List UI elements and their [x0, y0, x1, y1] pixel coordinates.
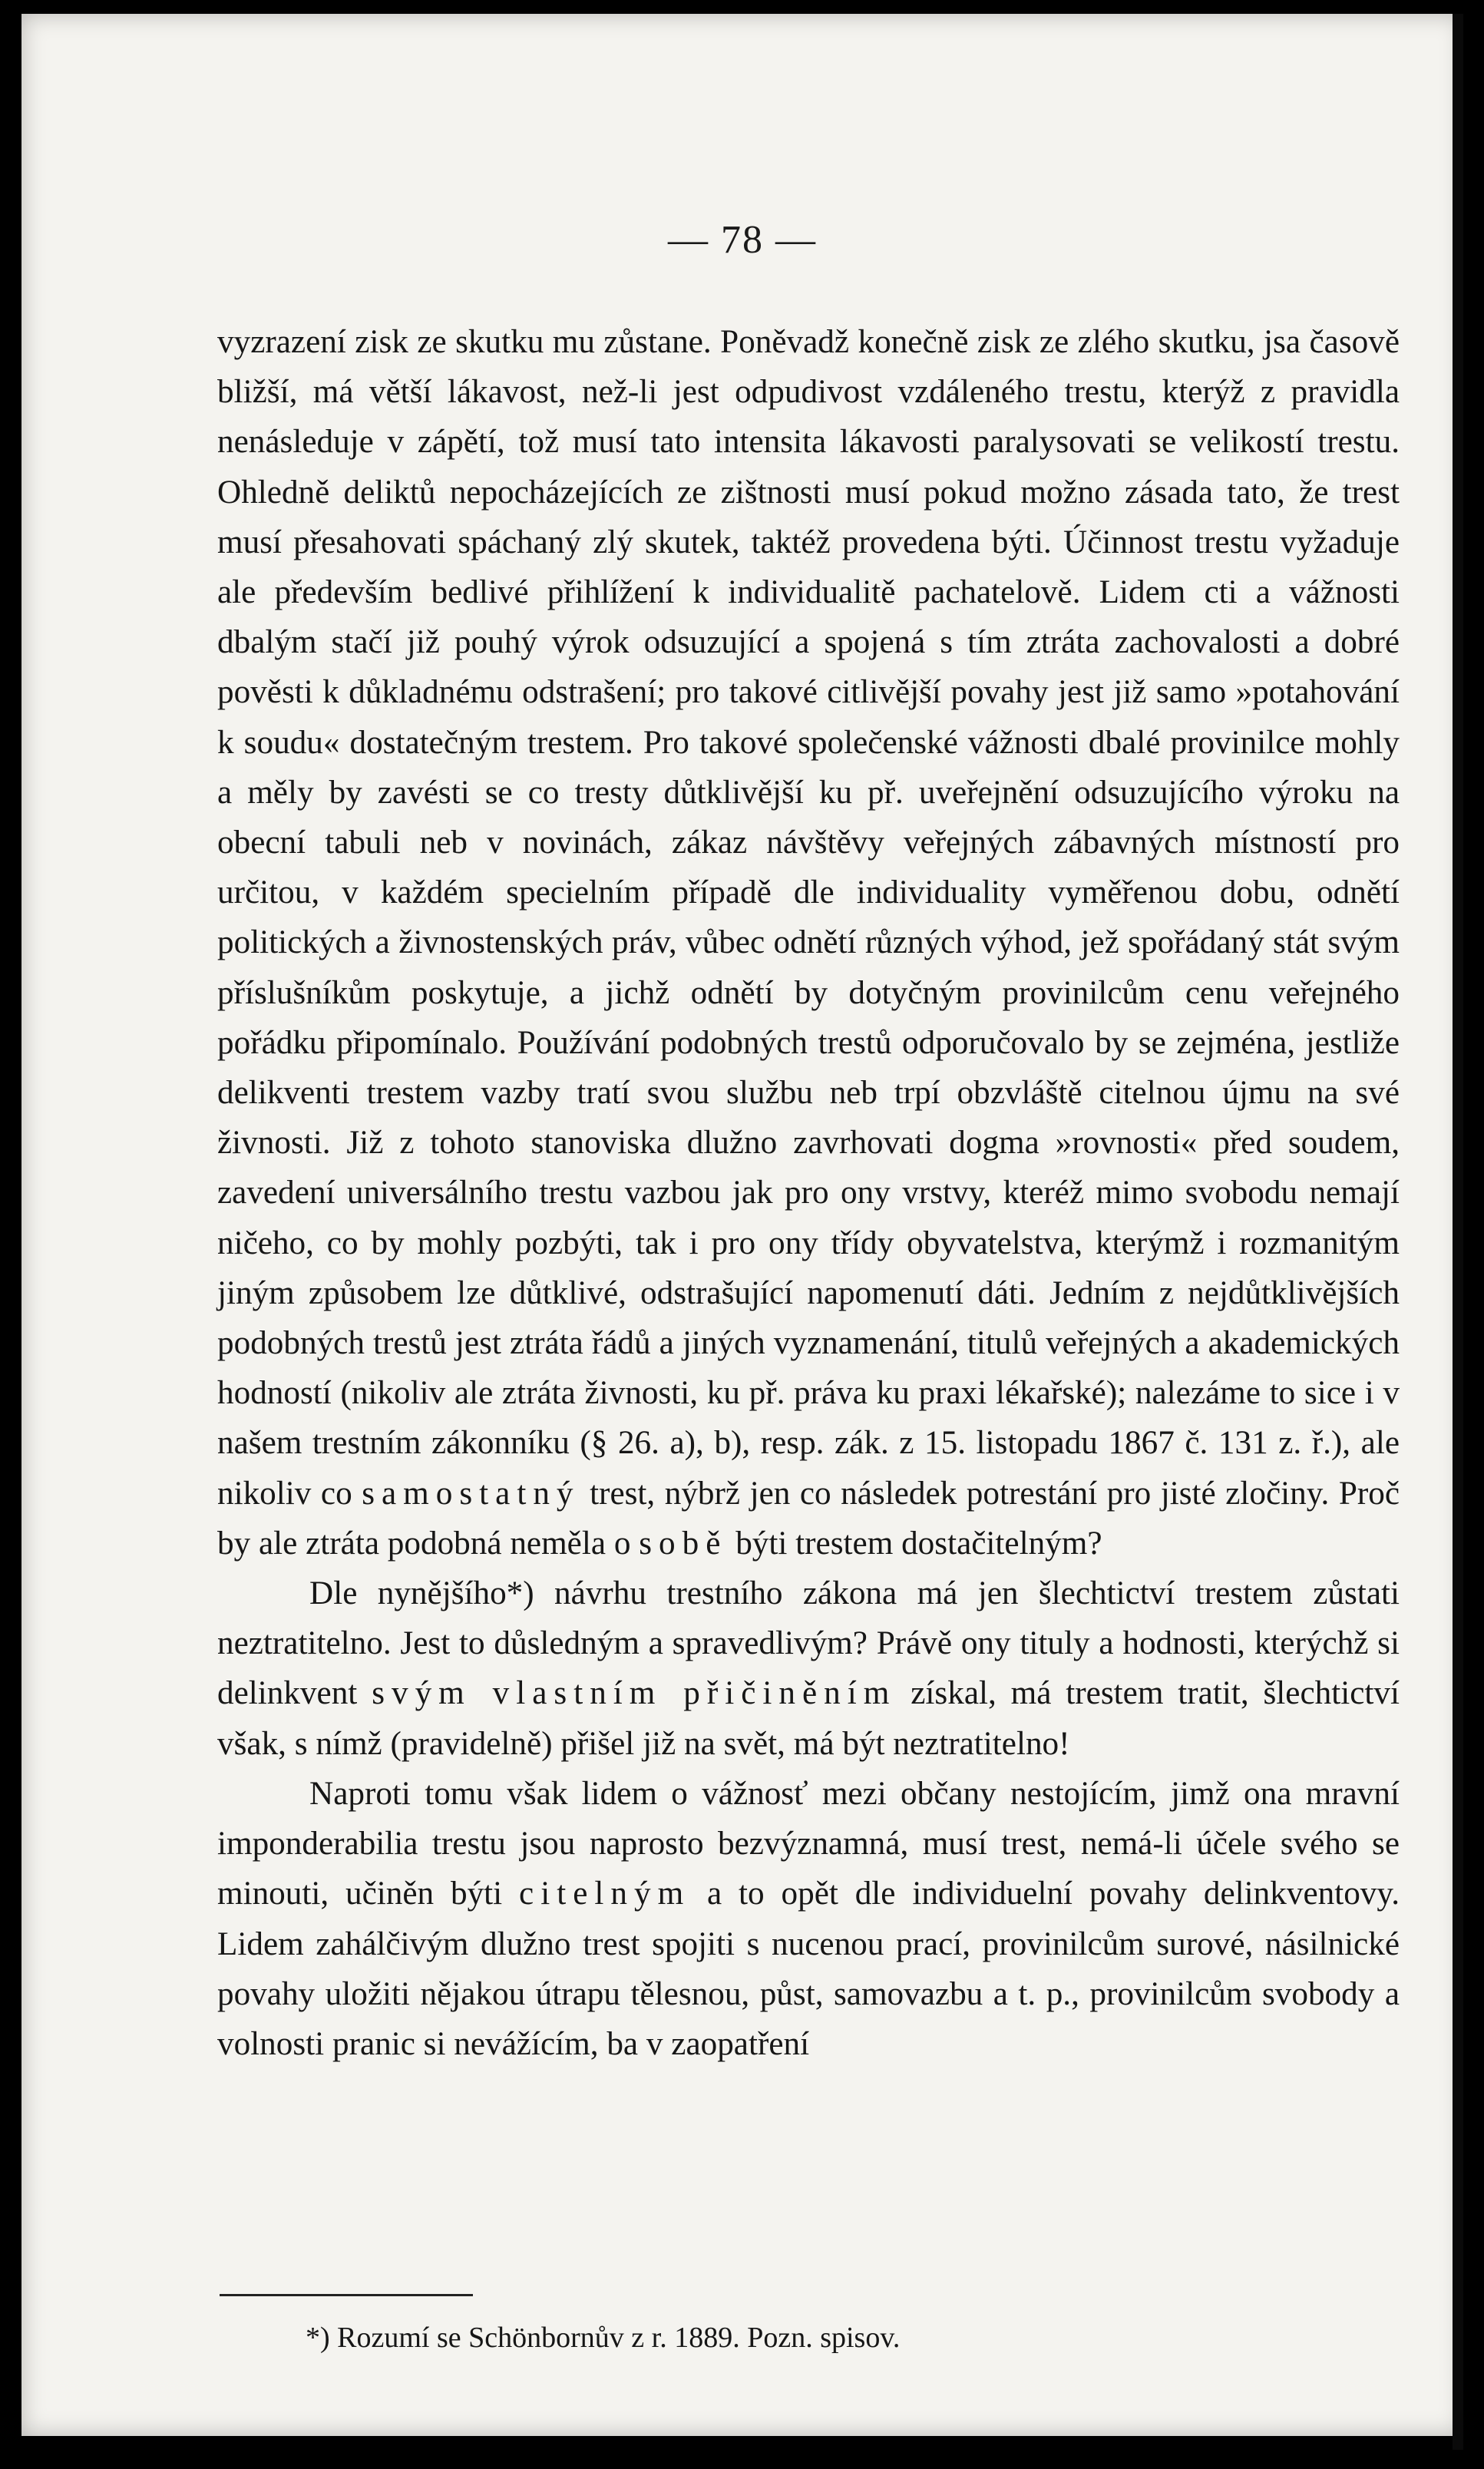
page-number: — 78 —: [668, 218, 817, 262]
paragraph-2-text-b: získal, má trestem tratit, šlechtictví však, s nímž (pravidelně) přišel již na svět, má být neztratitelno!: [217, 1675, 1400, 1762]
paragraph-2: [217, 1568, 1400, 1769]
paragraph-3-emphasis-a: citelným: [519, 1876, 691, 1912]
paragraph-1: [217, 317, 1400, 1568]
paragraph-2-emphasis-a: svým vlastním přičiněním: [372, 1675, 897, 1712]
paragraph-3-text-b: a to opět dle individuelní povahy delinkventovy. Lidem zahálčivým dlužno trest spojiti s nucenou prací, provinilcům surové, násilnické povahy uložiti nějakou útrapu tělesnou, půst, samovazbu a t. p., provinilcům svobody a volnosti pranic si nevážícím, ba v zaopatření: [217, 1876, 1400, 2062]
paragraph-1-emphasis-a: samostatný: [362, 1475, 580, 1512]
paragraph-1-text-b: trest, nýbrž jen co následek potrestání pro jisté zločiny. Proč by ale ztráta podobná neměla o: [217, 1475, 1400, 1562]
book-page: [21, 14, 1463, 2436]
footnote: *) Rozumí se Schönbornův z r. 1889. Pozn. spisov.: [306, 2322, 901, 2354]
paragraph-2-text-a: Dle nynějšího*) návrhu trestního zákona má jen šlechtictví trestem zůstati neztratitelno. Jest to důsledným a spravedlivým? Právě ony tituly a hodnosti, kterýchž si delinkvent: [217, 1575, 1400, 1712]
paragraph-3: [217, 1769, 1400, 2069]
footnote-rule: [220, 2294, 473, 2296]
paragraph-3-text-a: Naproti tomu však lidem o vážnosť mezi občany nestojícím, jimž ona mravní imponderabilia trestu jsou naprosto bezvýznamná, musí trest, nemá-li účele svého se minouti, učiněn býti: [217, 1775, 1400, 1912]
paragraph-1-text-a: vyzrazení zisk ze skutku mu zůstane. Poněvadž konečně zisk ze zlého skutku, jsa časově bližší, má větší lákavost, než-li jest odpudivost vzdáleného trestu, kterýž z pravidla nenásleduje v zápětí, tož musí tato intensita lákavosti paralysovati se velikostí trestu. Ohledně deliktů nepocházejících ze zištnosti musí pokud možno zásada tato, že trest musí přesahovati spáchaný zlý skutek, taktéž provedena býti. Účinnost trestu vyžaduje ale především bedlivé přihlížení k individualitě pachatelově. Lidem cti a vážnosti dbalým stačí již pouhý výrok odsuzující a spojená s tím ztráta zachovalosti a dobré pověsti k důkladnému odstrašení; pro takové citlivější povahy jest již samo »potahování k soudu« dostatečným trestem. Pro takové společenské vážnosti dbalé provinilce mohly a měly by zavésti se co tresty důtklivější ku př. uveřejnění odsuzujícího výroku na obecní tabuli neb v novinách, zákaz návštěvy veřejných zábavných místností pro určitou, v každém specielním případě dle individuality vyměřenou dobu, odnětí politických a živnostenských práv, vůbec odnětí různých výhod, jež spořádaný stát svým příslušníkům poskytuje, a jichž odnětí by dotyčným provinilcům cenu veřejného pořádku připomínalo. Používání podobných trestů odporučovalo by se zejména, jestliže delikventi trestem vazby tratí svou službu neb trpí obzvláště citelnou újmu na své živnosti. Již z tohoto stanoviska dlužno zavrhovati dogma »rovnosti« před soudem, zavedení universálního trestu vazbou jak pro ony vrstvy, kteréž mimo svobodu nemají ničeho, co by mohly pozbýti, tak i pro ony třídy obyvatelstva, kterýmž i rozmanitým jiným způsobem lze důtklivé, odstrašující napomenutí dáti. Jedním z nejdůtklivějších podobných trestů jest ztráta řádů a jiných vyznamenání, titulů veřejných a akademických hodností (nikoliv ale ztráta živnosti, ku př. práva ku praxi lékařské); nalezáme to sice i v našem trestním zákonníku (§ 26. a), b), resp. zák. z 15. listopadu 1867 č. 131 z. ř.), ale nikoliv co: [217, 324, 1400, 1512]
paragraph-1-emphasis-b: sobě: [639, 1525, 728, 1562]
paragraph-1-text-c: býti trestem dostačitelným?: [735, 1525, 1102, 1562]
main-text: [217, 317, 1400, 2069]
page-edge-shadow: [1453, 14, 1463, 2450]
